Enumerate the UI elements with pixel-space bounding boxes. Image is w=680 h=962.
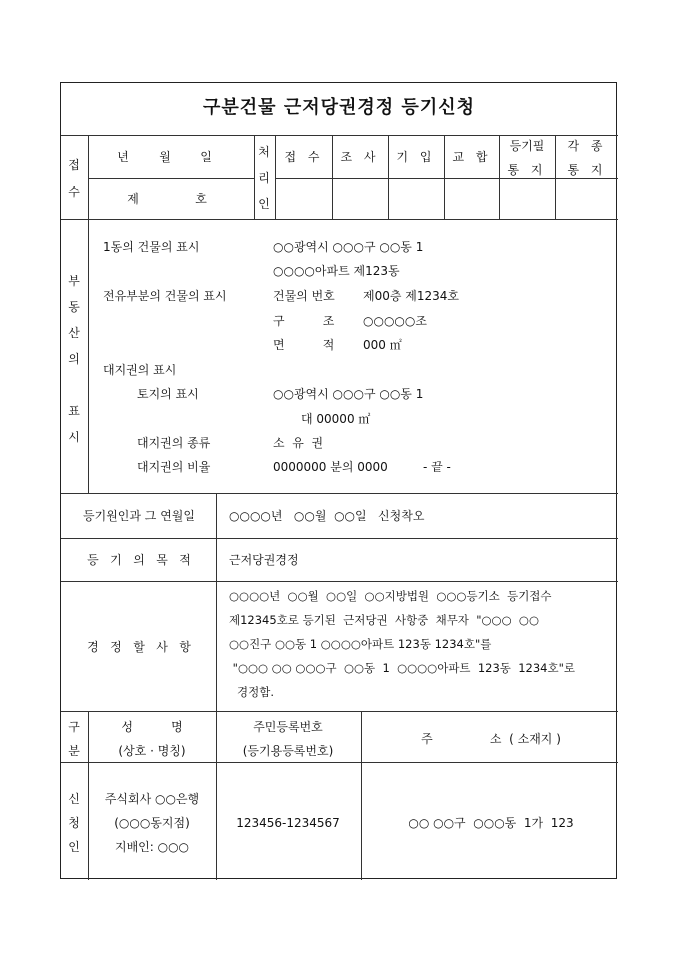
processing-label-left <box>254 135 255 219</box>
cause-divider <box>61 538 618 539</box>
notice-required-line2: 통 지 <box>507 163 547 177</box>
property-side-label-6: 표 <box>68 404 80 418</box>
end-mark: - 끝 - <box>423 460 451 474</box>
regno-header-sub: (등기용등록번호) <box>242 744 334 758</box>
receipt-label-divider <box>88 135 89 219</box>
division-header-1: 구 <box>68 720 80 734</box>
processing-label-right <box>275 135 276 219</box>
applicant-header-divider <box>61 762 618 763</box>
right-ratio-label: 대지권의 비율 <box>137 460 211 474</box>
receipt-month-label: 월 <box>159 150 171 164</box>
receipt-number-prefix: 제 <box>127 192 139 206</box>
applicant-label-3: 인 <box>68 840 80 854</box>
applicant-label-1: 신 <box>68 792 80 806</box>
processing-col-review: 조 사 <box>340 150 380 164</box>
area-value: 000 ㎡ <box>363 338 402 352</box>
form-frame <box>60 82 617 879</box>
processing-label-1: 처 <box>258 145 270 159</box>
receipt-year-label: 년 <box>117 150 129 164</box>
receipt-day-label: 일 <box>200 150 212 164</box>
col-divider-3 <box>444 135 445 219</box>
structure-value: ○○○○○조 <box>363 314 427 328</box>
right-type: 소 유 권 <box>273 436 324 450</box>
correction-line-4: "○○○ ○○ ○○○구 ○○동 1 ○○○○아파트 123동 1234호"로 <box>229 661 575 675</box>
regno-header: 주민등록번호 <box>253 720 323 734</box>
notice-required-line1: 등기필 <box>509 139 545 153</box>
address-header: 주 소 ( 소재지 ) <box>421 732 561 746</box>
correction-line-5: 경정함. <box>237 685 274 699</box>
label-column-divider <box>216 493 217 711</box>
property-side-label-3: 산 <box>68 326 80 340</box>
structure-label: 구 조 <box>273 314 335 328</box>
title-divider <box>61 135 618 136</box>
applicant-name-line-3: 지배인: ○○○ <box>114 840 190 854</box>
purpose-divider <box>61 581 618 582</box>
applicant-regno: 123456-1234567 <box>236 816 340 830</box>
processing-col-check: 교 합 <box>452 150 492 164</box>
processing-col-entry: 기 입 <box>396 150 436 164</box>
various-notice-line2: 통 지 <box>567 163 607 177</box>
receipt-label-top: 접 <box>68 158 80 172</box>
area-label: 면 적 <box>273 338 335 352</box>
building1-name: ○○○○아파트 제123동 <box>273 264 400 278</box>
land-area: 대 00000 ㎡ <box>301 412 371 426</box>
col-divider-1 <box>332 135 333 219</box>
applicant-name-line-2: (○○○동지점) <box>114 816 190 830</box>
receipt-number-suffix: 호 <box>195 192 207 206</box>
division-header-2: 분 <box>68 744 80 758</box>
correction-divider <box>61 711 618 712</box>
division-column-divider <box>88 711 89 880</box>
processing-divider <box>275 178 618 179</box>
purpose-value: 근저당권경정 <box>229 553 299 567</box>
purpose-label: 등 기 의 목 적 <box>87 553 191 567</box>
property-label-divider <box>88 219 89 493</box>
name-header-sub: (상호 · 명칭) <box>118 744 186 758</box>
correction-label: 경 정 할 사 항 <box>87 640 191 654</box>
applicant-address: ○○ ○○구 ○○○동 1가 123 <box>408 816 574 830</box>
correction-line-3: ○○진구 ○○동 1 ○○○○아파트 123동 1234호"를 <box>229 637 492 651</box>
unit-label: 전유부분의 건물의 표시 <box>103 289 227 303</box>
property-side-label-4: 의 <box>68 352 80 366</box>
unit-number-label: 건물의 번호 <box>273 289 335 303</box>
unit-number: 제00층 제1234호 <box>363 289 459 303</box>
various-notice-line1: 각 종 <box>567 139 607 153</box>
receipt-label-bottom: 수 <box>68 185 80 199</box>
form-title: 구분건물 근저당권경정 등기신청 <box>203 97 475 118</box>
cause-label: 등기원인과 그 연월일 <box>83 509 195 523</box>
applicant-label-2: 청 <box>68 816 80 830</box>
right-type-label: 대지권의 종류 <box>137 436 211 450</box>
regno-column-divider <box>361 711 362 880</box>
processing-label-3: 인 <box>258 197 270 211</box>
correction-line-2: 제12345호로 등기된 근저당권 사항중 채무자 "○○○ ○○ <box>229 613 539 627</box>
property-side-label-7: 시 <box>68 430 80 444</box>
land-address: ○○광역시 ○○○구 ○○동 1 <box>273 387 424 401</box>
property-side-label-2: 동 <box>68 300 80 314</box>
correction-line-1: ○○○○년 ○○월 ○○일 ○○지방법원 ○○○등기소 등기접수 <box>229 589 552 603</box>
right-ratio: 0000000 분의 0000 <box>273 460 388 474</box>
cause-value: ○○○○년 ○○월 ○○일 신청착오 <box>229 509 425 523</box>
name-column-divider <box>216 711 217 880</box>
property-section-divider <box>61 493 618 494</box>
land-right-label: 대지권의 표시 <box>103 363 177 377</box>
building1-label: 1동의 건물의 표시 <box>103 240 200 254</box>
processing-label-2: 리 <box>258 171 270 185</box>
property-side-label-1: 부 <box>68 274 80 288</box>
applicant-name-line-1: 주식회사 ○○은행 <box>104 792 200 806</box>
building1-address: ○○광역시 ○○○구 ○○동 1 <box>273 240 424 254</box>
col-divider-5 <box>555 135 556 219</box>
col-divider-2 <box>388 135 389 219</box>
processing-col-receipt: 접 수 <box>284 150 324 164</box>
col-divider-4 <box>499 135 500 219</box>
receipt-divider <box>88 178 254 179</box>
land-label: 토지의 표시 <box>137 387 199 401</box>
header-section-divider <box>61 219 618 220</box>
name-header: 성 명 <box>121 720 183 734</box>
